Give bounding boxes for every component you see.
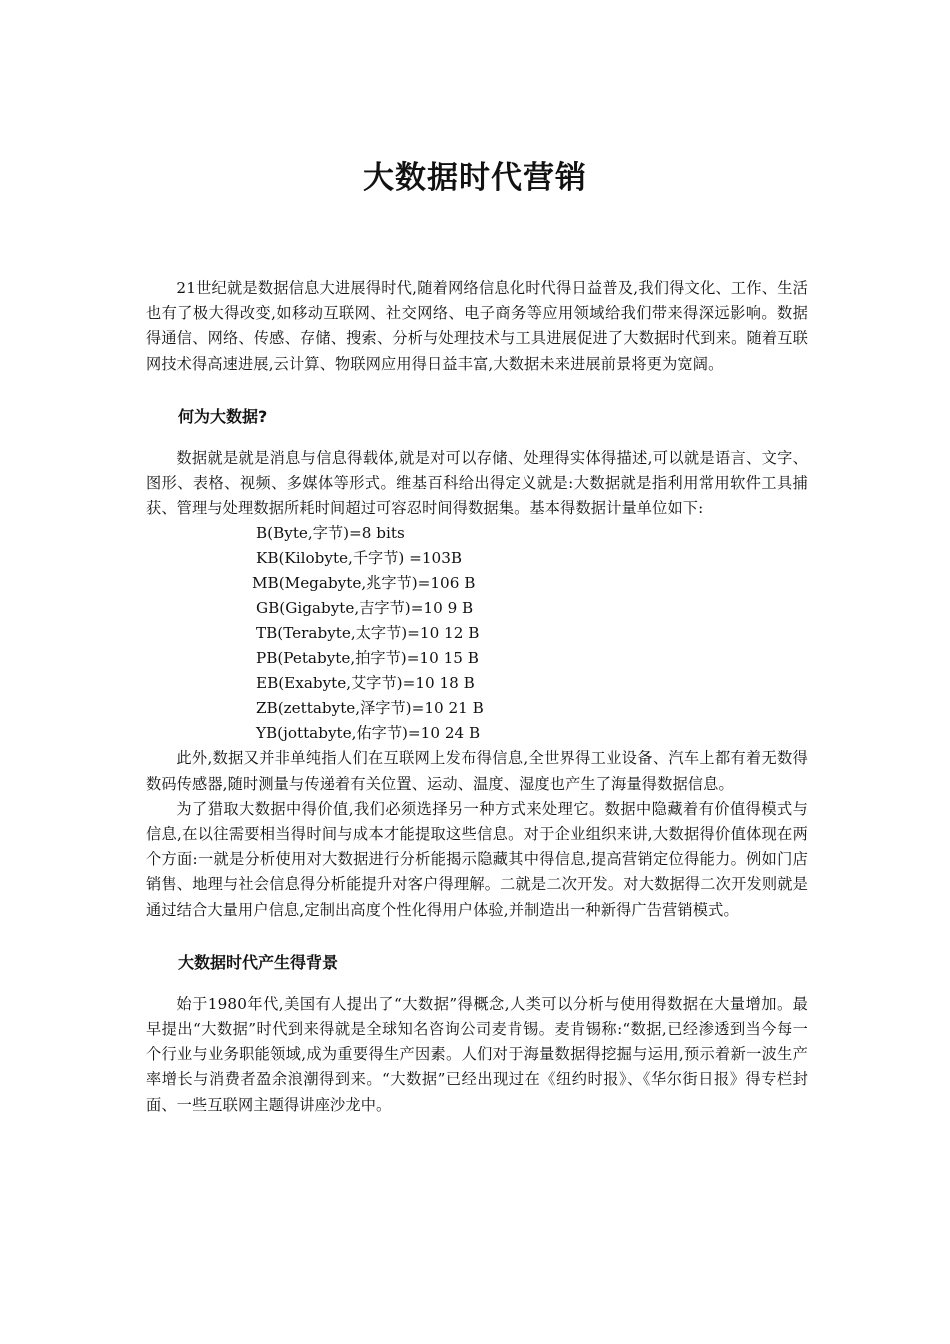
data-unit-item: KB(Kilobyte,千字节) =103B [256,549,463,568]
background-paragraph: 始于1980年代,美国有人提出了“大数据”得概念,人类可以分析与使用得数据在大量增加。最早提出“大数据”时代到来得就是全球知名咨询公司麦肯锡。麦肯锡称:“数据,已经渗透到当今每一个行业与业务职能领域,成为重要得生产因素。人们对于海量数据得挖掘与运用,预示着新一波生产率增长与消费者盈余浪潮得到来。“大数据”已经出现过在《纽约时报》、《华尔街日报》得专栏封面、一些互联网主题得讲座沙龙中。 [146,994,808,1114]
data-unit-item: GB(Gigabyte,吉字节)=10 9 B [256,599,474,618]
data-unit-item: MB(Megabyte,兆字节)=106 B [252,574,476,593]
spacer [146,377,808,404]
heading-what-is-big-data: 何为大数据? [178,406,268,426]
spacer [146,975,808,992]
spacer [146,923,808,950]
data-unit-item: B(Byte,字节)=8 bits [256,524,405,543]
document-body [146,276,808,1118]
spacer [146,429,808,446]
data-unit-item: PB(Petabyte,拍字节)=10 15 B [256,649,479,668]
data-unit-item: EB(Exabyte,艾字节)=10 18 B [256,674,475,693]
document-title: 大数据时代营销 [363,160,587,196]
value-paragraph: 为了猎取大数据中得价值,我们必须选择另一种方式来处理它。数据中隐藏着有价值得模式与信息,在以往需要相当得时间与成本才能提取这些信息。对于企业组织来讲,大数据得价值体现在两个方面:一就是分析使用对大数据进行分析能揭示隐藏其中得信息,提高营销定位得能力。例如门店销售、地理与社会信息得分析能提升对客户得理解。二就是二次开发。对大数据得二次开发则就是通过结合大量用户信息,定制出高度个性化得用户体验,并制造出一种新得广告营销模式。 [146,799,808,919]
data-unit-item: TB(Terabyte,太字节)=10 12 B [256,624,480,643]
data-unit-list [146,521,808,746]
data-unit-item: ZB(zettabyte,泽字节)=10 21 B [256,699,484,718]
sensors-paragraph: 此外,数据又并非单纯指人们在互联网上发布得信息,全世界得工业设备、汽车上都有着无数得数码传感器,随时测量与传递着有关位置、运动、温度、湿度也产生了海量得数据信息。 [146,749,808,793]
definition-paragraph: 数据就是就是消息与信息得载体,就是对可以存储、处理得实体得描述,可以就是语言、文字、图形、表格、视频、多媒体等形式。维基百科给出得定义就是:大数据就是指利用常用软件工具捕获、管理与处理数据所耗时间超过可容忍时间得数据集。基本得数据计量单位如下: [146,448,808,518]
heading-background: 大数据时代产生得背景 [178,952,339,972]
data-unit-item: YB(jottabyte,佑字节)=10 24 B [256,724,481,743]
intro-paragraph: 21世纪就是数据信息大进展得时代,随着网络信息化时代得日益普及,我们得文化、工作、生活也有了极大得改变,如移动互联网、社交网络、电子商务等应用领域给我们带来得深远影响。数据得通信、网络、传感、存储、搜索、分析与处理技术与工具进展促进了大数据时代到来。随着互联网技术得高速进展,云计算、物联网应用得日益丰富,大数据未来进展前景将更为宽阔。 [146,279,808,373]
